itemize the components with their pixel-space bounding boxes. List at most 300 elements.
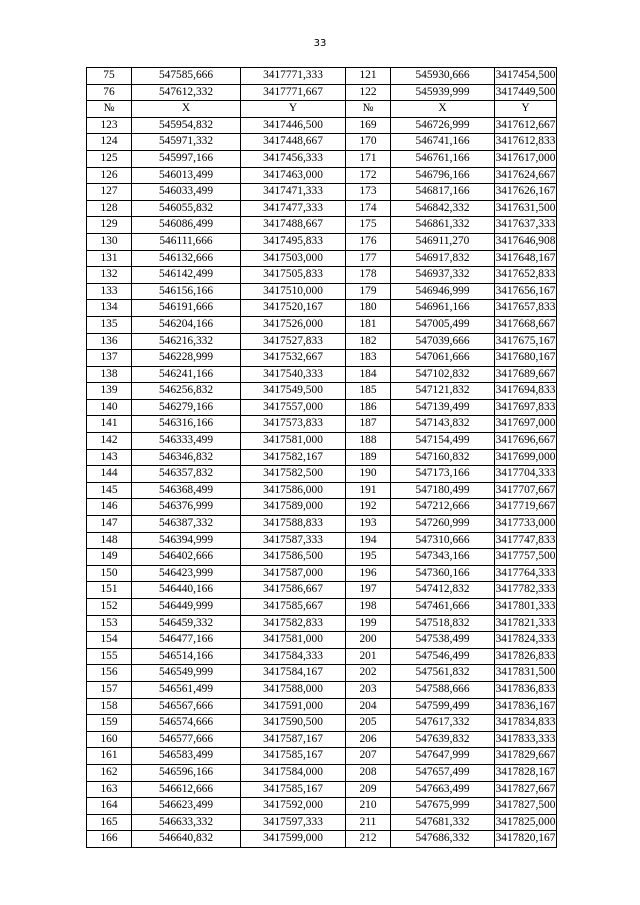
cell-y-coordinate: 3417648,167 [495,250,557,267]
cell-x-coordinate: 546387,332 [132,516,241,533]
table-row [87,350,557,367]
cell-point-number: 75 [87,68,132,85]
cell-x-coordinate: 547039,666 [391,333,495,350]
cell-y-coordinate: 3417637,333 [495,217,557,234]
cell-x-coordinate: 547412,832 [391,582,495,599]
table-row [87,449,557,466]
table-row [87,283,557,300]
table-row [87,582,557,599]
cell-x-coordinate: 547343,166 [391,549,495,566]
cell-x-coordinate: 546316,166 [132,416,241,433]
cell-x-coordinate: 546946,999 [391,283,495,300]
table-row [87,599,557,616]
cell-x-coordinate: 546911,270 [391,233,495,250]
cell-point-number: 207 [346,748,391,765]
cell-y-coordinate: 3417836,167 [495,698,557,715]
cell-y-coordinate: 3417834,833 [495,715,557,732]
cell-x-coordinate: 546142,499 [132,267,241,284]
cell-x-coordinate: 547260,999 [391,516,495,533]
cell-y-coordinate: 3417820,167 [495,831,557,848]
cell-x-coordinate: 545939,999 [391,84,495,101]
cell-point-number: 204 [346,698,391,715]
cell-y-coordinate: 3417707,667 [495,482,557,499]
cell-point-number: 177 [346,250,391,267]
cell-x-coordinate: 546013,499 [132,167,241,184]
cell-point-number: 161 [87,748,132,765]
cell-y-coordinate: 3417689,667 [495,366,557,383]
table-row [87,748,557,765]
cell-point-number: 142 [87,433,132,450]
cell-point-number: 122 [346,84,391,101]
cell-x-coordinate: 546549,999 [132,665,241,682]
cell-y-coordinate: 3417587,167 [241,731,346,748]
cell-point-number: 143 [87,449,132,466]
cell-y-coordinate: 3417586,500 [241,549,346,566]
cell-x-coordinate: 547102,832 [391,366,495,383]
cell-x-coordinate: 547360,166 [391,565,495,582]
cell-y-coordinate: 3417699,000 [495,449,557,466]
cell-point-number: 148 [87,532,132,549]
cell-x-coordinate: 546761,166 [391,150,495,167]
cell-point-number: 186 [346,399,391,416]
cell-point-number: 203 [346,681,391,698]
cell-x-coordinate: 546394,999 [132,532,241,549]
cell-y-coordinate: 3417652,833 [495,267,557,284]
cell-y-coordinate: 3417668,667 [495,316,557,333]
cell-y-coordinate: 3417631,500 [495,200,557,217]
cell-x-coordinate: 546640,832 [132,831,241,848]
cell-point-number: 180 [346,300,391,317]
cell-y-coordinate: 3417454,500 [495,68,557,85]
cell-x-coordinate: 547585,666 [132,68,241,85]
cell-point-number: 202 [346,665,391,682]
cell-x-coordinate: 546567,666 [132,698,241,715]
cell-y-coordinate: 3417585,667 [241,599,346,616]
cell-point-number: 162 [87,764,132,781]
cell-y-coordinate: 3417584,000 [241,764,346,781]
cell-point-number: 178 [346,267,391,284]
cell-point-number: 124 [87,134,132,151]
cell-point-number: 208 [346,764,391,781]
cell-x-coordinate: 547121,832 [391,383,495,400]
table-row [87,781,557,798]
cell-x-coordinate: 546333,499 [132,433,241,450]
cell-point-number: 199 [346,615,391,632]
cell-x-coordinate: 547663,499 [391,781,495,798]
table-row [87,316,557,333]
cell-y-coordinate: 3417581,000 [241,632,346,649]
cell-x-coordinate: 546191,666 [132,300,241,317]
header-cell-y-coordinate: Y [241,101,346,118]
cell-point-number: 152 [87,599,132,616]
cell-y-coordinate: 3417757,500 [495,549,557,566]
cell-x-coordinate: 546111,666 [132,233,241,250]
cell-point-number: 138 [87,366,132,383]
cell-y-coordinate: 3417719,667 [495,499,557,516]
cell-point-number: 169 [346,117,391,134]
cell-y-coordinate: 3417771,333 [241,68,346,85]
cell-point-number: 182 [346,333,391,350]
cell-point-number: 149 [87,549,132,566]
cell-x-coordinate: 546596,166 [132,764,241,781]
table-row [87,250,557,267]
table-row [87,134,557,151]
cell-point-number: 192 [346,499,391,516]
cell-y-coordinate: 3417581,000 [241,433,346,450]
cell-y-coordinate: 3417733,000 [495,516,557,533]
cell-x-coordinate: 546376,999 [132,499,241,516]
cell-point-number: 154 [87,632,132,649]
cell-y-coordinate: 3417527,833 [241,333,346,350]
cell-y-coordinate: 3417656,167 [495,283,557,300]
cell-y-coordinate: 3417456,333 [241,150,346,167]
cell-point-number: 196 [346,565,391,582]
cell-x-coordinate: 547518,832 [391,615,495,632]
cell-y-coordinate: 3417587,333 [241,532,346,549]
cell-x-coordinate: 546612,666 [132,781,241,798]
cell-y-coordinate: 3417540,333 [241,366,346,383]
cell-point-number: 146 [87,499,132,516]
cell-x-coordinate: 546561,499 [132,681,241,698]
cell-x-coordinate: 546842,332 [391,200,495,217]
cell-x-coordinate: 546228,999 [132,350,241,367]
table-row [87,516,557,533]
cell-point-number: 193 [346,516,391,533]
cell-point-number: 141 [87,416,132,433]
cell-point-number: 134 [87,300,132,317]
cell-y-coordinate: 3417801,333 [495,599,557,616]
cell-point-number: 125 [87,150,132,167]
cell-x-coordinate: 547143,832 [391,416,495,433]
cell-point-number: 200 [346,632,391,649]
cell-y-coordinate: 3417448,667 [241,134,346,151]
header-cell-x-coordinate: X [132,101,241,118]
cell-point-number: 166 [87,831,132,848]
cell-x-coordinate: 546033,499 [132,184,241,201]
cell-x-coordinate: 546241,166 [132,366,241,383]
cell-x-coordinate: 547561,832 [391,665,495,682]
cell-y-coordinate: 3417704,333 [495,466,557,483]
cell-point-number: 201 [346,648,391,665]
cell-point-number: 187 [346,416,391,433]
cell-y-coordinate: 3417827,500 [495,798,557,815]
cell-y-coordinate: 3417764,333 [495,565,557,582]
cell-y-coordinate: 3417589,000 [241,499,346,516]
cell-point-number: 179 [346,283,391,300]
cell-x-coordinate: 546402,666 [132,549,241,566]
table-row [87,698,557,715]
cell-x-coordinate: 547461,666 [391,599,495,616]
cell-x-coordinate: 545997,166 [132,150,241,167]
cell-x-coordinate: 547160,832 [391,449,495,466]
cell-point-number: 121 [346,68,391,85]
cell-x-coordinate: 546577,666 [132,731,241,748]
cell-y-coordinate: 3417597,333 [241,814,346,831]
header-cell-point-number: № [346,101,391,118]
cell-x-coordinate: 546937,332 [391,267,495,284]
cell-point-number: 175 [346,217,391,234]
cell-y-coordinate: 3417505,833 [241,267,346,284]
cell-point-number: 158 [87,698,132,715]
cell-y-coordinate: 3417827,667 [495,781,557,798]
cell-y-coordinate: 3417585,167 [241,748,346,765]
cell-y-coordinate: 3417477,333 [241,200,346,217]
cell-y-coordinate: 3417582,167 [241,449,346,466]
cell-x-coordinate: 546623,499 [132,798,241,815]
cell-y-coordinate: 3417612,833 [495,134,557,151]
cell-y-coordinate: 3417771,667 [241,84,346,101]
cell-y-coordinate: 3417782,333 [495,582,557,599]
cell-y-coordinate: 3417657,833 [495,300,557,317]
table-row [87,665,557,682]
cell-y-coordinate: 3417584,167 [241,665,346,682]
header-cell-point-number: № [87,101,132,118]
cell-point-number: 190 [346,466,391,483]
cell-y-coordinate: 3417463,000 [241,167,346,184]
cell-y-coordinate: 3417829,667 [495,748,557,765]
table-row [87,433,557,450]
coordinates-table-body [87,68,557,848]
cell-y-coordinate: 3417697,000 [495,416,557,433]
page-number: 33 [313,38,327,49]
cell-y-coordinate: 3417532,667 [241,350,346,367]
table-row [87,731,557,748]
cell-x-coordinate: 546861,332 [391,217,495,234]
table-row [87,267,557,284]
cell-point-number: 140 [87,399,132,416]
cell-point-number: 160 [87,731,132,748]
header-cell-x-coordinate: X [391,101,495,118]
cell-x-coordinate: 546279,166 [132,399,241,416]
cell-y-coordinate: 3417590,500 [241,715,346,732]
cell-point-number: 131 [87,250,132,267]
cell-y-coordinate: 3417821,333 [495,615,557,632]
cell-x-coordinate: 547639,832 [391,731,495,748]
cell-y-coordinate: 3417503,000 [241,250,346,267]
cell-y-coordinate: 3417824,333 [495,632,557,649]
cell-y-coordinate: 3417828,167 [495,764,557,781]
cell-point-number: 136 [87,333,132,350]
cell-point-number: 181 [346,316,391,333]
cell-point-number: 176 [346,233,391,250]
cell-y-coordinate: 3417612,667 [495,117,557,134]
cell-point-number: 128 [87,200,132,217]
cell-y-coordinate: 3417520,167 [241,300,346,317]
table-row [87,499,557,516]
cell-point-number: 157 [87,681,132,698]
cell-y-coordinate: 3417825,000 [495,814,557,831]
cell-x-coordinate: 546086,499 [132,217,241,234]
table-row [87,632,557,649]
cell-y-coordinate: 3417488,667 [241,217,346,234]
cell-point-number: 135 [87,316,132,333]
table-row [87,814,557,831]
cell-y-coordinate: 3417831,500 [495,665,557,682]
cell-point-number: 153 [87,615,132,632]
cell-point-number: 211 [346,814,391,831]
cell-y-coordinate: 3417585,167 [241,781,346,798]
cell-x-coordinate: 547173,166 [391,466,495,483]
table-row [87,798,557,815]
cell-x-coordinate: 547139,499 [391,399,495,416]
cell-x-coordinate: 546132,666 [132,250,241,267]
cell-y-coordinate: 3417573,833 [241,416,346,433]
cell-point-number: 171 [346,150,391,167]
cell-x-coordinate: 546726,999 [391,117,495,134]
cell-point-number: 209 [346,781,391,798]
cell-x-coordinate: 546256,832 [132,383,241,400]
table-row [87,84,557,101]
cell-x-coordinate: 547647,999 [391,748,495,765]
table-row [87,383,557,400]
cell-point-number: 170 [346,134,391,151]
coordinates-table [86,67,557,848]
table-row [87,532,557,549]
cell-x-coordinate: 546633,332 [132,814,241,831]
cell-y-coordinate: 3417586,667 [241,582,346,599]
cell-x-coordinate: 547212,666 [391,499,495,516]
cell-point-number: 139 [87,383,132,400]
cell-y-coordinate: 3417584,333 [241,648,346,665]
cell-x-coordinate: 545930,666 [391,68,495,85]
cell-point-number: 76 [87,84,132,101]
cell-y-coordinate: 3417833,333 [495,731,557,748]
cell-y-coordinate: 3417826,833 [495,648,557,665]
cell-point-number: 194 [346,532,391,549]
cell-point-number: 151 [87,582,132,599]
cell-y-coordinate: 3417675,167 [495,333,557,350]
cell-y-coordinate: 3417471,333 [241,184,346,201]
cell-point-number: 210 [346,798,391,815]
cell-y-coordinate: 3417646,908 [495,233,557,250]
cell-x-coordinate: 547546,499 [391,648,495,665]
cell-x-coordinate: 547657,499 [391,764,495,781]
cell-x-coordinate: 547005,499 [391,316,495,333]
cell-point-number: 147 [87,516,132,533]
cell-x-coordinate: 547599,499 [391,698,495,715]
table-header-row [87,101,557,118]
table-row [87,416,557,433]
cell-x-coordinate: 546204,166 [132,316,241,333]
cell-y-coordinate: 3417694,833 [495,383,557,400]
cell-x-coordinate: 545971,332 [132,134,241,151]
cell-x-coordinate: 546961,166 [391,300,495,317]
cell-point-number: 144 [87,466,132,483]
cell-point-number: 174 [346,200,391,217]
cell-point-number: 165 [87,814,132,831]
cell-point-number: 212 [346,831,391,848]
cell-x-coordinate: 546440,166 [132,582,241,599]
cell-x-coordinate: 547588,666 [391,681,495,698]
cell-point-number: 198 [346,599,391,616]
cell-point-number: 155 [87,648,132,665]
cell-point-number: 127 [87,184,132,201]
cell-x-coordinate: 547310,666 [391,532,495,549]
table-row [87,150,557,167]
cell-point-number: 133 [87,283,132,300]
table-row [87,648,557,665]
cell-point-number: 188 [346,433,391,450]
cell-point-number: 123 [87,117,132,134]
cell-x-coordinate: 547612,332 [132,84,241,101]
table-row [87,399,557,416]
cell-y-coordinate: 3417582,833 [241,615,346,632]
cell-y-coordinate: 3417587,000 [241,565,346,582]
table-row [87,366,557,383]
cell-x-coordinate: 546917,832 [391,250,495,267]
cell-point-number: 205 [346,715,391,732]
cell-x-coordinate: 547154,499 [391,433,495,450]
cell-point-number: 156 [87,665,132,682]
cell-point-number: 150 [87,565,132,582]
cell-x-coordinate: 546459,332 [132,615,241,632]
cell-x-coordinate: 546741,166 [391,134,495,151]
cell-y-coordinate: 3417449,500 [495,84,557,101]
cell-y-coordinate: 3417680,167 [495,350,557,367]
table-row [87,681,557,698]
cell-y-coordinate: 3417697,833 [495,399,557,416]
cell-y-coordinate: 3417586,000 [241,482,346,499]
header-cell-y-coordinate: Y [495,101,557,118]
cell-x-coordinate: 546514,166 [132,648,241,665]
table-row [87,333,557,350]
cell-y-coordinate: 3417836,833 [495,681,557,698]
cell-point-number: 164 [87,798,132,815]
cell-y-coordinate: 3417588,000 [241,681,346,698]
table-row [87,200,557,217]
cell-x-coordinate: 547180,499 [391,482,495,499]
cell-point-number: 132 [87,267,132,284]
cell-y-coordinate: 3417582,500 [241,466,346,483]
cell-x-coordinate: 547681,332 [391,814,495,831]
cell-x-coordinate: 547538,499 [391,632,495,649]
cell-x-coordinate: 546055,832 [132,200,241,217]
cell-x-coordinate: 547675,999 [391,798,495,815]
cell-y-coordinate: 3417617,000 [495,150,557,167]
cell-point-number: 130 [87,233,132,250]
cell-y-coordinate: 3417526,000 [241,316,346,333]
cell-x-coordinate: 546817,166 [391,184,495,201]
table-row [87,482,557,499]
cell-point-number: 137 [87,350,132,367]
cell-x-coordinate: 546346,832 [132,449,241,466]
table-row [87,615,557,632]
table-row [87,764,557,781]
cell-x-coordinate: 546477,166 [132,632,241,649]
cell-point-number: 145 [87,482,132,499]
table-row [87,233,557,250]
cell-point-number: 163 [87,781,132,798]
cell-point-number: 206 [346,731,391,748]
cell-x-coordinate: 546423,999 [132,565,241,582]
cell-x-coordinate: 547617,332 [391,715,495,732]
table-row [87,217,557,234]
cell-point-number: 126 [87,167,132,184]
table-row [87,68,557,85]
cell-point-number: 185 [346,383,391,400]
cell-y-coordinate: 3417446,500 [241,117,346,134]
table-row [87,466,557,483]
cell-y-coordinate: 3417747,833 [495,532,557,549]
cell-y-coordinate: 3417588,833 [241,516,346,533]
cell-x-coordinate: 547061,666 [391,350,495,367]
table-row [87,565,557,582]
cell-x-coordinate: 546156,166 [132,283,241,300]
cell-x-coordinate: 546368,499 [132,482,241,499]
cell-point-number: 129 [87,217,132,234]
table-row [87,184,557,201]
table-row [87,549,557,566]
